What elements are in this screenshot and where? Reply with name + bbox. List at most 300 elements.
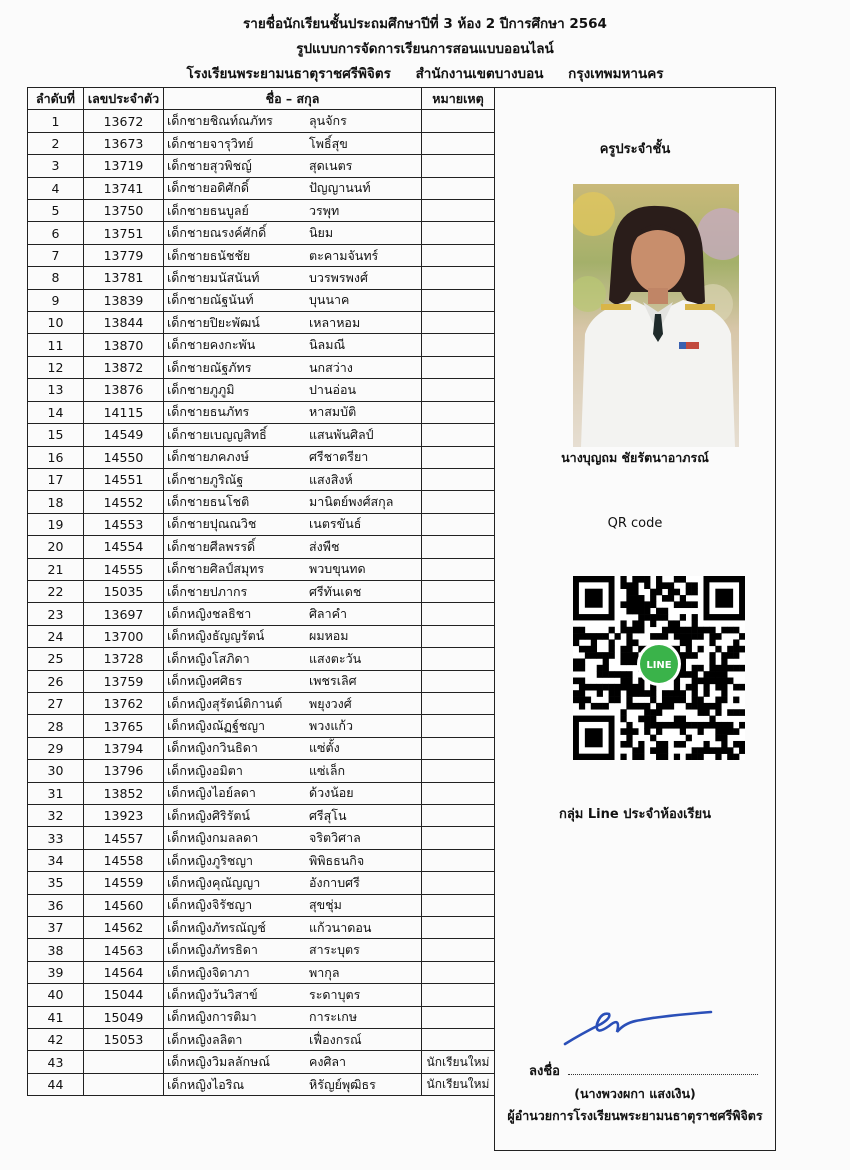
student-first-name: เด็กชายมนัสนันท์ [167,269,260,285]
table-row [28,1006,495,1028]
student-first-name: เด็กหญิงธัญญรัตน์ [167,628,265,644]
table-row [28,625,495,647]
row-number: 28 [28,715,84,737]
student-id: 15035 [84,580,164,602]
student-note [422,715,495,737]
student-note [422,334,495,356]
table-row [28,715,495,737]
side-panel [494,87,776,1151]
student-first-name: เด็กชายณรงค์ศักดิ์ [167,225,267,241]
student-id: 13750 [84,200,164,222]
student-last-name: ด้วงน้อย [309,785,354,801]
row-number: 14 [28,401,84,423]
student-last-name: แสงสิงห์ [309,471,353,487]
row-number: 26 [28,670,84,692]
table-row [28,200,495,222]
student-name [164,625,422,647]
student-name [164,917,422,939]
student-id: 15053 [84,1029,164,1051]
student-id: 13796 [84,760,164,782]
student-id: 13876 [84,379,164,401]
signer-name: (นางพวงผกา แสงเงิน) [574,1086,696,1101]
student-id: 13719 [84,155,164,177]
student-name [164,1051,422,1073]
student-id: 14558 [84,849,164,871]
row-number: 17 [28,468,84,490]
student-name [164,715,422,737]
student-first-name: เด็กชายณัฐนันท์ [167,292,254,308]
table-row [28,939,495,961]
row-number: 9 [28,289,84,311]
table-row [28,782,495,804]
student-id: 14562 [84,917,164,939]
student-first-name: เด็กหญิงโสภิดา [167,650,250,666]
student-first-name: เด็กชายชิณท์ณภัทร [167,113,273,129]
student-id: 13779 [84,244,164,266]
row-number: 13 [28,379,84,401]
student-note [422,648,495,670]
student-note [422,491,495,513]
header-name: ชื่อ – สกุล [164,88,422,110]
student-note [422,1006,495,1028]
student-last-name: นิยม [309,225,334,241]
student-name [164,961,422,983]
row-number: 34 [28,849,84,871]
signature-line [529,1060,758,1081]
student-first-name: เด็กหญิงศิริรัตน์ [167,807,250,823]
student-note [422,177,495,199]
student-first-name: เด็กชายธนัชชัย [167,247,251,263]
student-note [422,379,495,401]
student-name [164,222,422,244]
sign-label: ลงชื่อ [529,1064,560,1079]
student-note [422,625,495,647]
student-name [164,782,422,804]
student-last-name: ศรีชาตรียา [309,449,369,465]
student-note [422,670,495,692]
table-row [28,760,495,782]
row-number: 10 [28,312,84,334]
student-last-name: นกสว่าง [309,359,353,375]
student-name [164,267,422,289]
student-name [164,536,422,558]
row-number: 19 [28,513,84,535]
student-name [164,692,422,714]
student-note [422,760,495,782]
student-note [422,827,495,849]
student-note [422,917,495,939]
table-row [28,177,495,199]
student-last-name: สุดเนตร [309,157,353,173]
student-last-name: ส่งพืช [309,538,340,554]
table-row [28,692,495,714]
row-number: 38 [28,939,84,961]
student-name [164,401,422,423]
student-last-name: วรพุท [309,202,340,218]
student-name [164,379,422,401]
student-last-name: ปัญญานนท์ [309,180,371,196]
document-subtitle: รูปแบบการจัดการเรียนการสอนแบบออนไลน์ [296,41,554,57]
student-first-name: เด็กหญิงชลธิชา [167,606,252,622]
student-id: 14557 [84,827,164,849]
student-first-name: เด็กชายศิลป์สมุทร [167,561,265,577]
student-first-name: เด็กหญิงไอริณ [167,1076,245,1092]
student-name [164,513,422,535]
student-name [164,155,422,177]
student-first-name: เด็กชายภูภูมิ [167,381,235,397]
student-name [164,446,422,468]
student-last-name: ผมหอม [309,628,349,644]
student-id: 14563 [84,939,164,961]
student-first-name: เด็กชายปภากร [167,583,248,599]
student-first-name: เด็กหญิงภัทรธิดา [167,942,258,958]
row-number: 22 [28,580,84,602]
student-name [164,580,422,602]
student-name [164,805,422,827]
student-first-name: เด็กชายอดิศักดิ์ [167,180,250,196]
student-name [164,894,422,916]
table-row [28,312,495,334]
student-name [164,849,422,871]
student-last-name: พวงแก้ว [309,718,354,734]
student-last-name: บุนนาค [309,292,350,308]
student-id: 14560 [84,894,164,916]
row-number: 6 [28,222,84,244]
student-first-name: เด็กหญิงไอย์ลดา [167,785,256,801]
signer-title: ผู้อำนวยการโรงเรียนพระยามนธาตุราชศรีพิจิตร [507,1108,763,1123]
student-last-name: ระดาบุตร [309,986,361,1002]
student-last-name: โพธิ์สุข [309,135,348,151]
row-number: 1 [28,110,84,132]
table-row [28,222,495,244]
student-note [422,894,495,916]
table-row [28,827,495,849]
student-last-name: ศรีทันเดช [309,583,362,599]
table-row [28,1073,495,1095]
header-note: หมายเหตุ [422,88,495,110]
student-note [422,424,495,446]
student-name [164,1029,422,1051]
table-row [28,379,495,401]
student-name [164,177,422,199]
table-row [28,961,495,983]
student-name [164,200,422,222]
student-first-name: เด็กหญิงอมิตา [167,762,243,778]
table-row [28,603,495,625]
province-name: กรุงเทพมหานคร [568,66,664,82]
student-name [164,356,422,378]
student-first-name: เด็กหญิงภูริชญา [167,852,254,868]
student-id: 14552 [84,491,164,513]
table-row [28,267,495,289]
line-group-label: กลุ่ม Line ประจำห้องเรียน [558,807,712,822]
student-first-name: เด็กชายสุวพิชญ์ [167,157,252,173]
row-number: 36 [28,894,84,916]
student-last-name: อังกาบศรี [309,874,360,890]
row-number: 31 [28,782,84,804]
student-first-name: เด็กหญิงกวินธิดา [167,740,258,756]
student-name [164,984,422,1006]
signature-mark [561,1004,721,1050]
student-id [84,1073,164,1095]
student-note [422,849,495,871]
table-row [28,580,495,602]
student-note [422,805,495,827]
student-last-name: แซ่เล็ก [309,762,346,778]
student-id: 15049 [84,1006,164,1028]
table-row [28,849,495,871]
student-note [422,580,495,602]
table-row [28,984,495,1006]
student-first-name: เด็กหญิงภัทรณัญช์ [167,919,266,935]
table-row [28,872,495,894]
student-id: 13781 [84,267,164,289]
student-last-name: เนตรขันธ์ [309,516,362,532]
row-number: 32 [28,805,84,827]
student-roster-table [27,87,495,1096]
table-row [28,917,495,939]
student-note [422,110,495,132]
student-id: 14115 [84,401,164,423]
row-number: 24 [28,625,84,647]
table-row [28,132,495,154]
student-id: 13751 [84,222,164,244]
student-first-name: เด็กชายเบญญสิทธิ์ [167,426,267,442]
document-title: รายชื่อนักเรียนชั้นประถมศึกษาปีที่ 3 ห้อง 2 ปีการศึกษา 2564 [243,16,607,32]
student-last-name: หาสมบัติ [309,404,357,420]
table-row [28,894,495,916]
student-name [164,939,422,961]
student-first-name: เด็กหญิงศศิธร [167,673,243,689]
row-number: 2 [28,132,84,154]
qr-code-label: QR code [607,516,663,531]
row-number: 15 [28,424,84,446]
student-name [164,312,422,334]
student-id: 13794 [84,737,164,759]
student-name [164,558,422,580]
student-first-name: เด็กหญิงวันวิสาข์ [167,986,258,1002]
student-id: 14550 [84,446,164,468]
row-number: 5 [28,200,84,222]
student-last-name: เฟื่องกรณ์ [309,1031,362,1047]
student-last-name: มานิตย์พงศ์สกุล [309,494,394,510]
teacher-name: นางบุญถม ชัยรัตนาอาภรณ์ [561,450,709,465]
student-name [164,491,422,513]
school-line [0,62,850,84]
district-name: สำนักงานเขตบางบอน [415,66,544,82]
student-id: 14554 [84,536,164,558]
row-number: 37 [28,917,84,939]
student-name [164,737,422,759]
student-id: 13765 [84,715,164,737]
student-note [422,289,495,311]
student-note [422,401,495,423]
student-first-name: เด็กหญิงณัฏฐ์ชญา [167,718,265,734]
table-row [28,558,495,580]
student-name [164,827,422,849]
table-row [28,805,495,827]
student-name [164,648,422,670]
table-row [28,648,495,670]
table-row [28,1051,495,1073]
student-first-name: เด็กชายธนโชติ [167,494,250,510]
student-note [422,267,495,289]
student-note [422,356,495,378]
student-note [422,222,495,244]
student-last-name: คงศิลา [309,1054,347,1070]
row-number: 4 [28,177,84,199]
student-id: 13673 [84,132,164,154]
student-id: 14555 [84,558,164,580]
teacher-photo [573,184,739,447]
student-id: 13700 [84,625,164,647]
student-note: นักเรียนใหม่ [422,1073,495,1095]
student-name [164,244,422,266]
row-number: 30 [28,760,84,782]
student-note [422,692,495,714]
student-note: นักเรียนใหม่ [422,1051,495,1073]
row-number: 29 [28,737,84,759]
student-id: 14549 [84,424,164,446]
student-first-name: เด็กหญิงจิรัชญา [167,897,253,913]
student-note [422,961,495,983]
student-name [164,670,422,692]
student-first-name: เด็กชายคงกะพัน [167,337,256,353]
student-id: 14551 [84,468,164,490]
row-number: 16 [28,446,84,468]
student-name [164,468,422,490]
student-id: 14564 [84,961,164,983]
row-number: 35 [28,872,84,894]
student-name [164,872,422,894]
student-first-name: เด็กชายภูริณัฐ [167,471,244,487]
student-last-name: ศิลาคำ [309,606,347,622]
student-first-name: เด็กชายธนภัทร [167,404,250,420]
header-number: ลำดับที่ [28,88,84,110]
student-note [422,737,495,759]
student-note [422,446,495,468]
row-number: 20 [28,536,84,558]
table-row [28,1029,495,1051]
student-id [84,1051,164,1073]
table-row [28,468,495,490]
student-id: 13762 [84,692,164,714]
student-first-name: เด็กชายปิยะพัฒน์ [167,314,260,330]
student-note [422,872,495,894]
student-id: 13672 [84,110,164,132]
student-name [164,1073,422,1095]
table-row [28,334,495,356]
row-number: 7 [28,244,84,266]
table-row [28,401,495,423]
student-id: 13839 [84,289,164,311]
student-id: 13923 [84,805,164,827]
student-id: 13697 [84,603,164,625]
student-name [164,603,422,625]
row-number: 33 [28,827,84,849]
line-qr-code[interactable] [573,576,745,760]
table-row [28,110,495,132]
student-last-name: แซ่ตั้ง [309,740,340,756]
row-number: 3 [28,155,84,177]
student-id: 13852 [84,782,164,804]
row-number: 25 [28,648,84,670]
student-id: 13870 [84,334,164,356]
student-note [422,536,495,558]
student-note [422,558,495,580]
student-last-name: แสงตะวัน [309,650,362,666]
table-row [28,737,495,759]
table-row [28,446,495,468]
table-row [28,536,495,558]
school-name: โรงเรียนพระยามนธาตุราชศรีพิจิตร [186,66,391,82]
student-first-name: เด็กชายจารุวิทย์ [167,135,254,151]
student-last-name: พวบขุนทด [309,561,366,577]
student-first-name: เด็กชายณัฐภัทร [167,359,252,375]
student-note [422,984,495,1006]
student-name [164,110,422,132]
student-last-name: นิลมณี [309,337,346,353]
row-number: 39 [28,961,84,983]
student-name [164,1006,422,1028]
student-last-name: เหลาหอม [309,314,361,330]
student-first-name: เด็กชายศีลพรรดิ์ [167,538,256,554]
student-id: 13872 [84,356,164,378]
row-number: 42 [28,1029,84,1051]
student-last-name: สุขชุ่ม [309,897,342,913]
student-note [422,312,495,334]
table-row [28,513,495,535]
student-name [164,132,422,154]
row-number: 27 [28,692,84,714]
student-last-name: การะเกษ [309,1009,358,1025]
student-last-name: พากุล [309,964,340,980]
student-id: 14553 [84,513,164,535]
student-last-name: สาระบุตร [309,942,360,958]
student-note [422,155,495,177]
teacher-portrait-image [573,184,739,447]
student-note [422,244,495,266]
table-row [28,289,495,311]
student-id: 13741 [84,177,164,199]
student-note [422,200,495,222]
student-last-name: แก้วนาดอน [309,919,372,935]
row-number: 43 [28,1051,84,1073]
row-number: 23 [28,603,84,625]
row-number: 21 [28,558,84,580]
row-number: 12 [28,356,84,378]
student-note [422,468,495,490]
student-first-name: เด็กหญิงวิมลลักษณ์ [167,1054,270,1070]
line-logo-text: LINE [646,660,672,671]
row-number: 11 [28,334,84,356]
student-note [422,132,495,154]
student-note [422,603,495,625]
student-last-name: บวรพรพงศ์ [309,269,368,285]
table-row [28,155,495,177]
student-first-name: เด็กหญิงลลิตา [167,1031,243,1047]
student-last-name: จริตวิศาล [309,830,361,846]
student-note [422,939,495,961]
table-row [28,491,495,513]
table-body [28,110,495,1096]
student-last-name: ตะคามจันทร์ [309,247,379,263]
table-row [28,424,495,446]
student-last-name: หิรัญย์พุฒิธร [309,1076,376,1092]
header-student-id: เลขประจำตัว [84,88,164,110]
row-number: 41 [28,1006,84,1028]
student-note [422,782,495,804]
